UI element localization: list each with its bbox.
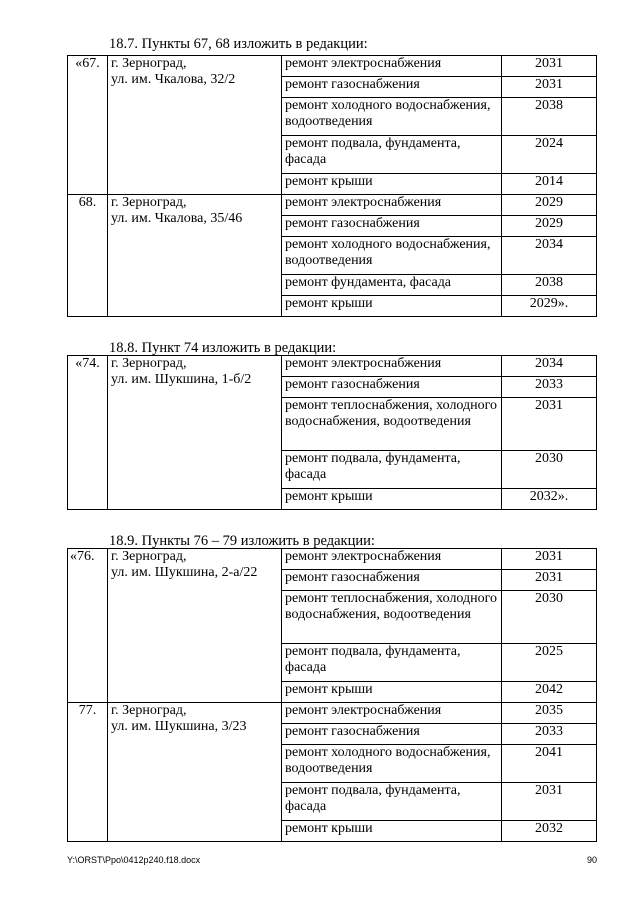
- address-cell: [108, 549, 282, 703]
- item-number: 68.: [68, 195, 108, 317]
- address-city: г. Зерноград,: [111, 356, 187, 371]
- table-row: [68, 549, 597, 570]
- work-type: ремонт электроснабжения: [282, 356, 502, 377]
- table-row: [68, 356, 597, 377]
- work-type: ремонт крыши: [282, 489, 502, 510]
- section-heading-18-8: 18.8. Пункт 74 изложить в редакции:: [109, 340, 337, 356]
- work-year: 2029: [502, 195, 597, 216]
- work-year: 2029: [502, 216, 597, 237]
- address-city: г. Зерноград,: [111, 549, 187, 564]
- work-year: 2038: [502, 98, 597, 136]
- work-year: 2038: [502, 275, 597, 296]
- work-year: 2034: [502, 356, 597, 377]
- work-type: ремонт электроснабжения: [282, 56, 502, 77]
- table-row: [68, 56, 597, 77]
- table-18-9: [67, 548, 597, 842]
- work-type: ремонт крыши: [282, 174, 502, 195]
- item-number: «76.: [68, 549, 108, 703]
- table-row: [68, 195, 597, 216]
- work-year: 2041: [502, 745, 597, 783]
- work-type: ремонт теплоснабжения, холодного водоснабжения, водоотведения: [282, 591, 502, 644]
- work-type: ремонт электроснабжения: [282, 703, 502, 724]
- address-city: г. Зерноград,: [111, 703, 187, 718]
- address-cell: [108, 56, 282, 195]
- work-year: 2032».: [502, 489, 597, 510]
- work-type: ремонт газоснабжения: [282, 377, 502, 398]
- work-type: ремонт газоснабжения: [282, 77, 502, 98]
- work-year: 2031: [502, 549, 597, 570]
- work-year: 2025: [502, 644, 597, 682]
- address-street: ул. им. Шукшина, 2-а/22: [111, 565, 258, 580]
- address-street: ул. им. Шукшина, 1-б/2: [111, 372, 252, 387]
- work-year: 2029».: [502, 296, 597, 317]
- work-year: 2014: [502, 174, 597, 195]
- work-year: 2034: [502, 237, 597, 275]
- work-type: ремонт холодного водоснабжения, водоотведения: [282, 237, 502, 275]
- work-type: ремонт газоснабжения: [282, 216, 502, 237]
- section-heading-18-7: 18.7. Пункты 67, 68 изложить в редакции:: [109, 36, 368, 52]
- work-type: ремонт газоснабжения: [282, 724, 502, 745]
- work-type: ремонт теплоснабжения, холодного водоснабжения, водоотведения: [282, 398, 502, 451]
- work-year: 2031: [502, 56, 597, 77]
- item-number: «74.: [68, 356, 108, 510]
- item-number: 77.: [68, 703, 108, 842]
- work-type: ремонт электроснабжения: [282, 195, 502, 216]
- work-year: 2032: [502, 821, 597, 842]
- work-type: ремонт газоснабжения: [282, 570, 502, 591]
- work-year: 2030: [502, 451, 597, 489]
- work-type: ремонт крыши: [282, 682, 502, 703]
- address-cell: [108, 703, 282, 842]
- work-year: 2031: [502, 570, 597, 591]
- address-city: г. Зерноград,: [111, 56, 187, 71]
- table-18-7: [67, 55, 597, 317]
- work-type: ремонт подвала, фундамента, фасада: [282, 644, 502, 682]
- work-type: ремонт крыши: [282, 821, 502, 842]
- work-type: ремонт электроснабжения: [282, 549, 502, 570]
- address-street: ул. им. Чкалова, 32/2: [111, 72, 236, 87]
- address-cell: [108, 195, 282, 317]
- work-type: ремонт крыши: [282, 296, 502, 317]
- work-type: ремонт подвала, фундамента, фасада: [282, 783, 502, 821]
- work-type: ремонт подвала, фундамента, фасада: [282, 451, 502, 489]
- address-city: г. Зерноград,: [111, 195, 187, 210]
- work-year: 2024: [502, 136, 597, 174]
- work-type: ремонт фундамента, фасада: [282, 275, 502, 296]
- work-type: ремонт подвала, фундамента, фасада: [282, 136, 502, 174]
- work-type: ремонт холодного водоснабжения, водоотведения: [282, 745, 502, 783]
- work-year: 2031: [502, 77, 597, 98]
- address-cell: [108, 356, 282, 510]
- work-year: 2030: [502, 591, 597, 644]
- work-year: 2033: [502, 377, 597, 398]
- work-year: 2031: [502, 783, 597, 821]
- table-18-8: [67, 355, 597, 510]
- address-street: ул. им. Чкалова, 35/46: [111, 211, 243, 226]
- address-street: ул. им. Шукшина, 3/23: [111, 719, 247, 734]
- item-number: «67.: [68, 56, 108, 195]
- work-year: 2031: [502, 398, 597, 451]
- table-row: [68, 703, 597, 724]
- section-heading-18-9: 18.9. Пункты 76 – 79 изложить в редакции:: [109, 533, 375, 549]
- footer-file-path: Y:\ORST\Ppo\0412p240.f18.docx: [67, 855, 201, 865]
- work-year: 2033: [502, 724, 597, 745]
- work-type: ремонт холодного водоснабжения, водоотведения: [282, 98, 502, 136]
- footer-page-number: 90: [586, 855, 597, 865]
- work-year: 2042: [502, 682, 597, 703]
- work-year: 2035: [502, 703, 597, 724]
